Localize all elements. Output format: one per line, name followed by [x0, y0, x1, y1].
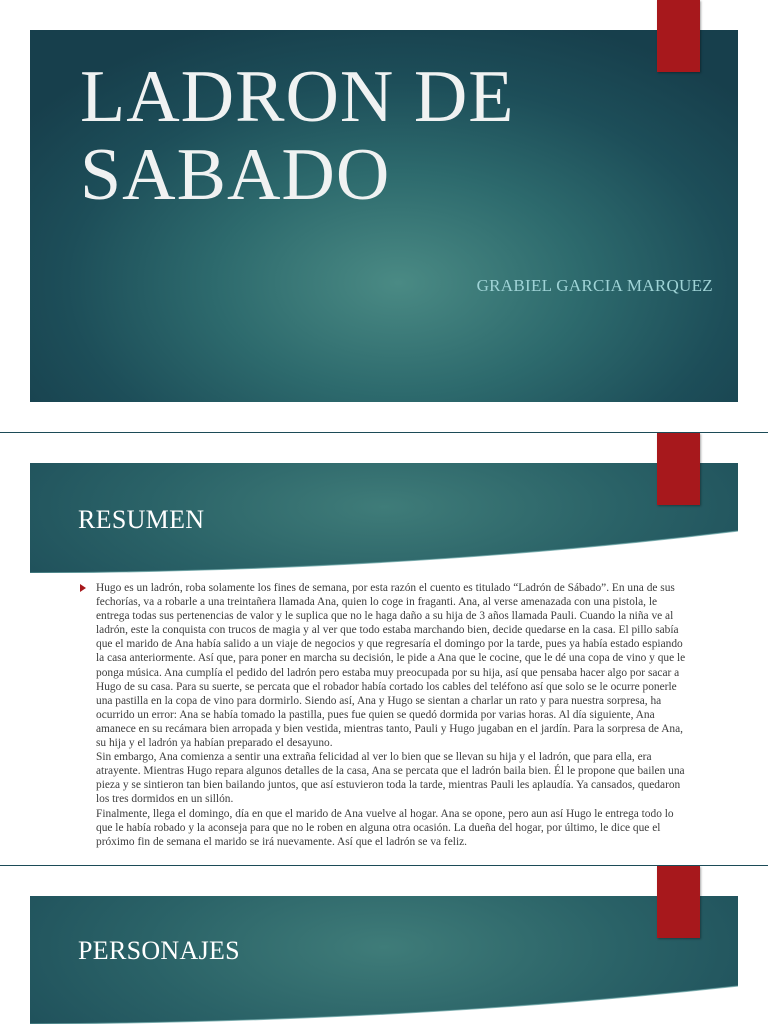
slide-subtitle-author: GRABIEL GARCIA MARQUEZ — [476, 276, 713, 295]
section-heading-personajes: PERSONAJES — [78, 936, 240, 965]
characters-slide — [0, 866, 768, 1024]
title-slide — [0, 0, 768, 432]
red-corner-tab — [657, 433, 700, 505]
summary-body — [96, 581, 688, 849]
summary-slide — [0, 433, 768, 865]
header-wave-curve — [30, 966, 738, 1024]
section-heading-resumen: RESUMEN — [78, 505, 205, 534]
summary-paragraph: Hugo es un ladrón, roba solamente los fines de semana, por esta razón el cuento es titulado “Ladrón de Sábado”. En una de sus fechorías, va a robarle a una treintañera llamada Ana, quien lo coge in fraganti. Ana, al verse amenazada con una pistola, le entrega todas sus pertenencias de valor y le suplica que no le haga daño a su hija de 3 años llamada Pauli. Cuando la niña ve al ladrón, este la conquista con trucos de magia y al ver que todo estaba marchando bien, decide quedarse en la casa. El pillo sabía que el marido de Ana había salido a un viaje de negocios y que regresaría el domingo por la tarde, pues ya había estado espiando la casa anteriormente. Así que, para poner en marcha su decisión, le pide a Ana que le cocine, que le dé una copa de vino y que le ponga música. Ana cumplía el pedido del ladrón pero estaba muy preocupada por su hija, así que pensaba hacer algo por sacar a Hugo de su casa. Para su suerte, se percata que el robador había cortado los cables del teléfono así que solo se le ocurre ponerle una pastilla en la copa de vino para dormirlo. Siendo así, Ana y Hugo se sientan a charlar un rato y para nuestra sorpresa, ha ocurrido un error: Ana se había tomado la pastilla, pues fue quien se quedó dormida por varias horas. Al día siguiente, Ana amanece en su recámara bien arropada y bien vestida, mientras tanto, Pauli y Hugo jugaban en el jardín. Para la sorpresa de Ana, su hija y el ladrón ya habían preparado el desayuno. — [96, 582, 686, 750]
red-corner-tab — [657, 866, 700, 938]
summary-paragraph: Finalmente, llega el domingo, día en que el marido de Ana vuelve al hogar. Ana se opone, pero aun así Hugo le entrega todo lo que le había robado y la aconseja para que no le roben en alguna otra ocasión. La dueña del hogar, por último, le dice que el próximo fin de semana el marido se irá nuevamente. Así que el ladrón se va feliz. — [96, 807, 674, 848]
summary-paragraph: Sin embargo, Ana comienza a sentir una extraña felicidad al ver lo bien que se llevan su hija y el ladrón, que para ella, era atrayente. Mientras Hugo repara algunos detalles de la casa, Ana se percata que el ladrón baila bien. Él le propone que bailen una pieza y se sintieron tan bien bailando juntos, que así estuvieron toda la tarde, mientras Pauli les aplaudía. Ya cansados, quedaron los tres dormidos en un sillón. — [96, 751, 685, 806]
bullet-arrow-icon — [80, 584, 86, 592]
slide-title: LADRON DE SABADO — [80, 56, 515, 216]
